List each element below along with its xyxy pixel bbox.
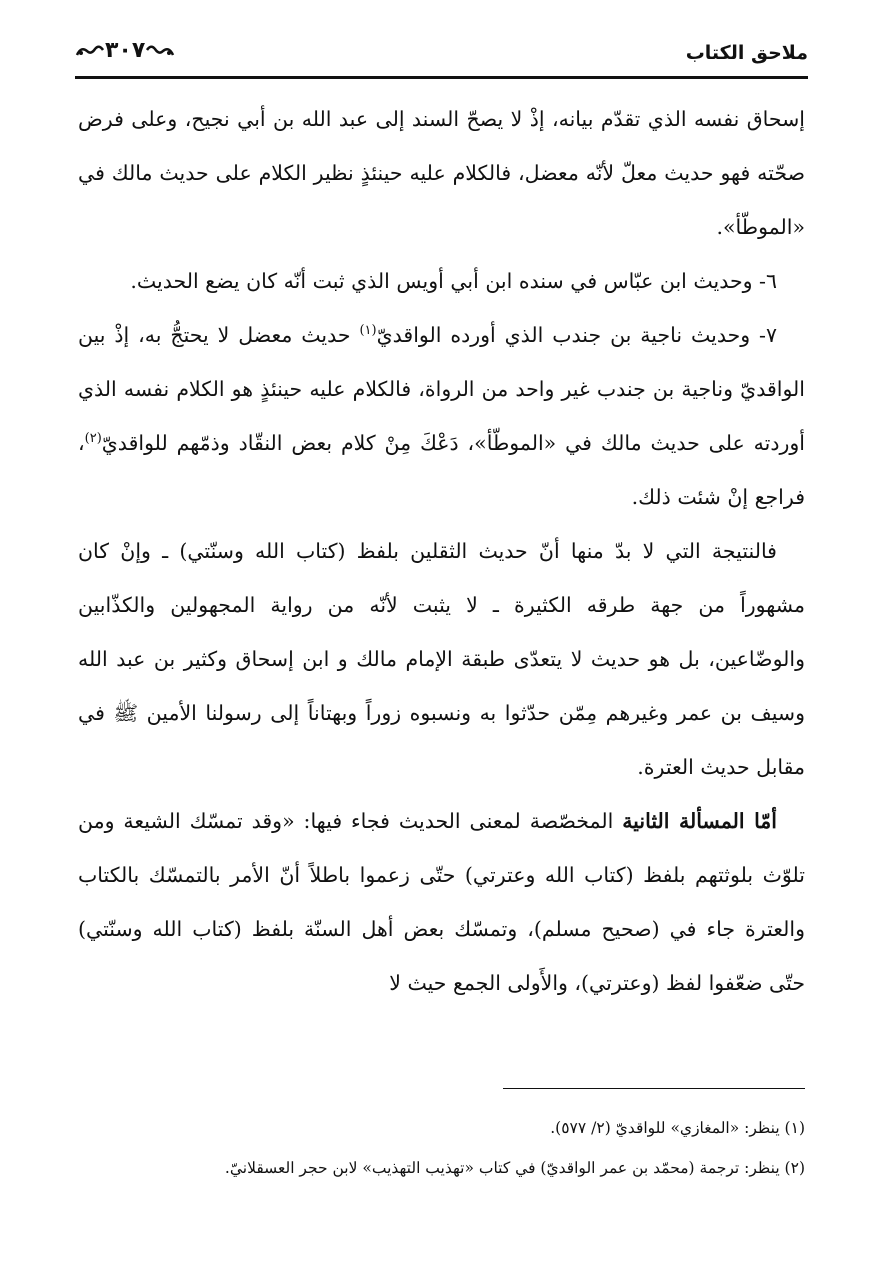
footnotes bbox=[78, 1108, 805, 1188]
ornament-right-icon bbox=[145, 44, 175, 58]
page-header bbox=[75, 38, 808, 74]
footnote-1: (١) ينظر: «المغازي» للواقديّ (٢/ ٥٧٧). bbox=[550, 1119, 805, 1137]
footnote-2: (٢) ينظر: ترجمة (محمّد بن عمر الواقديّ) في كتاب «تهذيب التهذيب» لابن حجر العسقلانيّ. bbox=[224, 1159, 805, 1177]
paragraph-second-issue bbox=[78, 794, 805, 1010]
bold-lead: أمّا المسألة الثانية bbox=[622, 809, 777, 833]
running-title: ملاحق الكتاب bbox=[685, 42, 808, 64]
paragraph-conclusion: فالنتيجة التي لا بدّ منها أنّ حديث الثقلين بلفظ (كتاب الله وسنّتي) ـ وإنْ كان مشهوراً من جهة طرقه الكثيرة ـ لا يثبت لأنّه من رواية المجهولين والكذّابين والوضّاعين، بل هو حديث لا يتعدّى طبقة الإمام مالك و ابن إسحاق وكثير بن عبد الله وسيف بن عمر وغيرهم مِمّن حدّثوا به ونسبوه زوراً وبهتاناً إلى رسولنا الأمين ﷺ في مقابل حديث العترة. bbox=[78, 539, 805, 779]
paragraph-continuation: إسحاق نفسه الذي تقدّم بيانه، إذْ لا يصحّ السند إلى عبد الله بن أبي نجيح، وعلى فرض صحّته فهو حديث معلّ لأنّه معضل، فالكلام عليه حينئذٍ نظير الكلام على حديث مالك في «الموطّأ». bbox=[78, 107, 805, 239]
paragraph-item-6: ٦- وحديث ابن عبّاس في سنده ابن أبي أويس الذي ثبت أنّه كان يضع الحديث. bbox=[130, 269, 777, 293]
header-rule bbox=[75, 76, 808, 79]
paragraph-text: ، فراجع إنْ شئت ذلك. bbox=[78, 431, 805, 509]
paragraph-item-7 bbox=[78, 308, 805, 524]
main-text bbox=[78, 92, 805, 1010]
page-number: ٣٠٧ bbox=[105, 38, 146, 63]
paragraph-text: ٧- وحديث ناجية بن جندب الذي أورده الواقديّ bbox=[376, 323, 777, 347]
paragraph-text: المخصّصة لمعنى الحديث فجاء فيها: «وقد تمسّك الشيعة ومن تلوّث بلوثتهم بلفظ (كتاب الله وعترتي) حتّى زعموا باطلاً أنّ الأمر بالتمسّك بالكتاب والعترة جاء في (صحيح مسلم)، وتمسّك بعض أهل السنّة بلفظ (كتاب الله وسنّتي) حتّى ضعّفوا لفظ (وعترتي)، والأَولى الجمع حيث لا bbox=[78, 809, 805, 995]
footnote-ref-2[interactable]: (٢) bbox=[84, 431, 102, 447]
footnote-rule bbox=[503, 1088, 805, 1089]
footnote-ref-1[interactable]: (١) bbox=[359, 323, 377, 339]
ornament-left-icon bbox=[75, 44, 105, 58]
paragraph-text: حديث معضل لا يحتجُّ به، إذْ بين الواقديّ وناجية بن جندب غير واحد من الرواة، فالكلام عليه حينئذٍ هو الكلام نفسه الذي أوردته على حديث مالك في «الموطّأ»، دَعْكَ مِنْ كلام بعض النقّاد وذمّهم للواقديّ bbox=[78, 323, 805, 455]
page-number-block bbox=[75, 38, 175, 63]
